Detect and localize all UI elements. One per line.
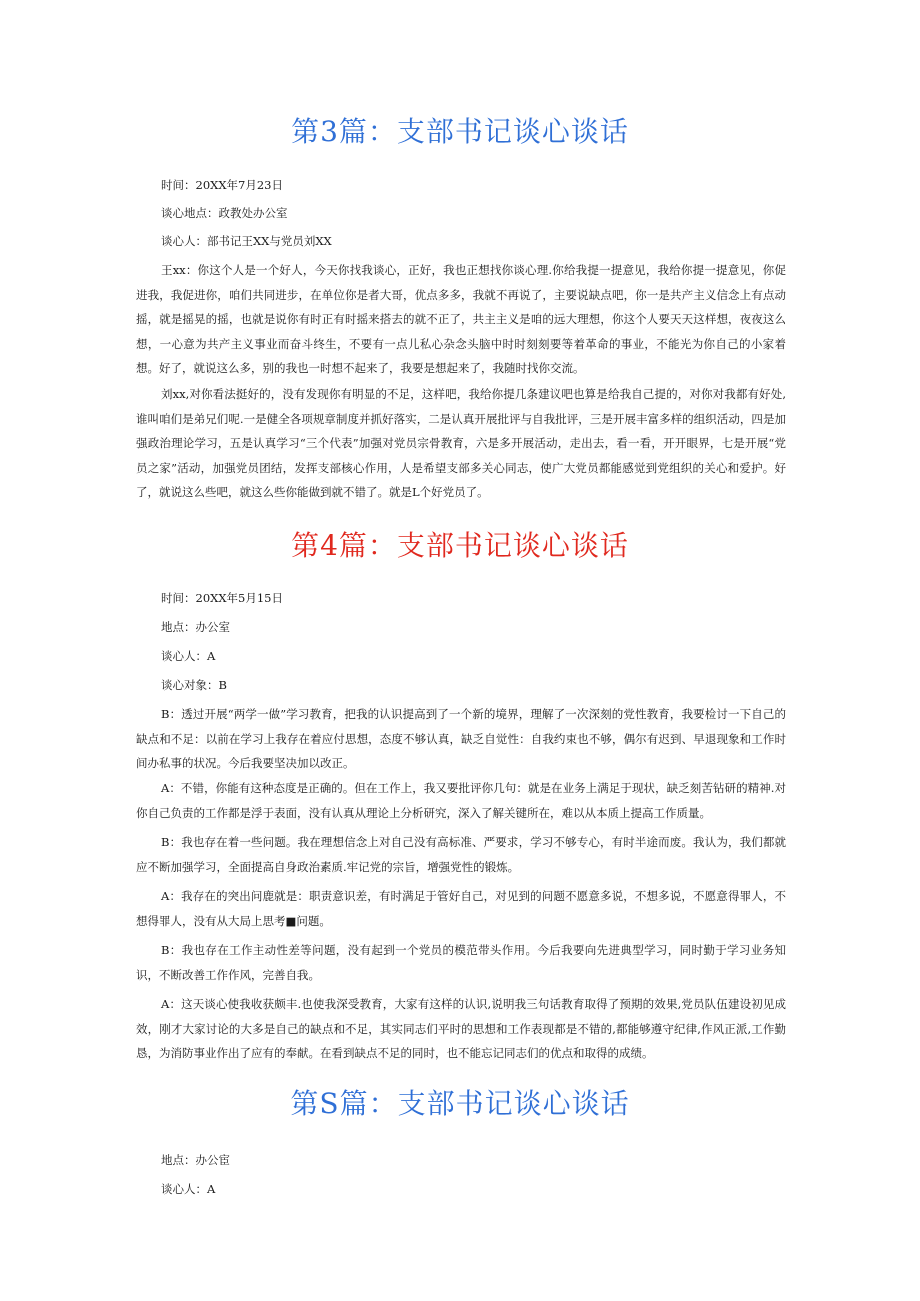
section-3-title: 第3篇：支部书记谈心谈话 bbox=[291, 115, 629, 148]
section-4-paragraph-4: A：我存在的突出问鹿就是：职责意识差，有时满足于管好自己，对见到的问题不愿意多说，不想多说，不愿意得罪人，不想得罪人，没有从大局上思考■问题。 bbox=[136, 889, 786, 928]
section-4-paragraph-2: A：不错，你能有这种态度是正确的。但在工作上，我又要批评你几句：就是在业务上满足于现状，缺乏刻苦钻研的精神.对你自己负责的工作都是浮于表面，没有认真从理论上分析研究，深入了解关键所在，难以从本质上提高工作质量。 bbox=[136, 781, 786, 820]
section-4-paragraph-6: A：这天谈心使我收获颇丰.也使我深受教育，大家有这样的认识,说明我三句话教育取得了预期的效果,党员队伍建设初见成效，刚才大家讨论的大多是自己的缺点和不足，其实同志们平时的思想和工作表现都是不错的,都能够遵守纪律,作风正派,工作勤恳，为消防事业作出了应有的奉献。在看到缺点不足的同时，也不能忘记同志们的优点和取得的成绩。 bbox=[136, 997, 786, 1060]
section-5-speaker: 谈心人：A bbox=[161, 1182, 216, 1196]
section-3-place: 谈心地点：政教处办公室 bbox=[161, 206, 288, 220]
section-3-time: 时间：20XX年7月23日 bbox=[161, 178, 283, 192]
section-4-speaker: 谈心人：A bbox=[161, 649, 216, 663]
section-3-people: 谈心人：部书记王XX与党员刘XX bbox=[161, 234, 332, 248]
section-4-target: 谈心对象：B bbox=[161, 678, 227, 692]
section-4-title: 第4篇：支部书记谈心谈话 bbox=[291, 529, 629, 562]
section-4-place: 地点：办公室 bbox=[161, 620, 230, 634]
section-3-paragraph-1: 王xx：你这个人是一个好人，今天你找我谈心，正好，我也正想找你谈心理.你给我提一提意见，我给你提一提意见，你促进我，我促进你，咱们共同进步，在单位你是者大哥，优点多多，我就不再说了，主要说缺点吧，你一是共产主义信念上有点动摇，就是摇晃的摇，也就是说你有时正有时摇来搭去的就不正了，共主主义是咱的远大理想，你这个人要天天这样想，夜夜这么想，一心意为共产主义事业而奋斗终生，不要有一点儿私心杂念头脑中时时刻刻要等着革命的事业，不能光为你自己的小家着想。好了，就说这么多，别的我也一时想不起来了，我要是想起来了，我随时找你交流。 bbox=[136, 263, 786, 375]
section-3-paragraph-2: 刘xx,对你看法挺好的，没有发现你有明显的不足，这样吧，我给你提几条建议吧也算是给我自己提的，对你对我都有好处,谁叫咱们是弟兄们呢.一是健全各项规章制度并抓好落实，二是认真开展批评与自我批评，三是开展丰富多样的组织活动，四是加强政治理论学习，五是认真学习“三个代表”加强对党员宗骨教育，六是多开展活动，走出去，看一看，开开眼界，七是开展“党员之家”活动，加强党员团结，发挥支部核心作用，人是希望支部多关心同志，使广大党员都能感觉到党组织的关心和爱护。好了，就说这么些吧，就这么些你能做到就不错了。就是L个好党员了。 bbox=[136, 387, 786, 499]
section-4-paragraph-3: B：我也存在着一些问题。我在理想信念上对自己没有高标准、严要求，学习不够专心，有时半途而废。我认为，我们都就应不断加强学习，全面提高自身政治素质.牢记党的宗旨，增强党性的锻炼。 bbox=[136, 835, 786, 874]
section-4-paragraph-5: B：我也存在工作主动性差等问题，没有起到一个党员的模范带头作用。今后我要向先进典型学习，同时勤于学习业务知识，不断改善工作作风，完善自我。 bbox=[136, 943, 786, 982]
section-4-time: 时间：20XX年5月15日 bbox=[161, 591, 283, 605]
section-4-paragraph-1: B：透过开展“两学一做”学习教育，把我的认识提高到了一个新的境界，理解了一次深刻的党性教育，我要检讨一下自己的缺点和不足：以前在学习上我存在着应付思想，态度不够认真，缺乏自觉性：自我约束也不够，偶尔有迟到、早退现象和工作时间办私事的状况。今后我要坚决加以改正。 bbox=[136, 707, 786, 770]
section-5-title: 第S篇：支部书记谈心谈话 bbox=[290, 1087, 630, 1120]
section-5-place: 地点：办公宦 bbox=[161, 1153, 230, 1167]
